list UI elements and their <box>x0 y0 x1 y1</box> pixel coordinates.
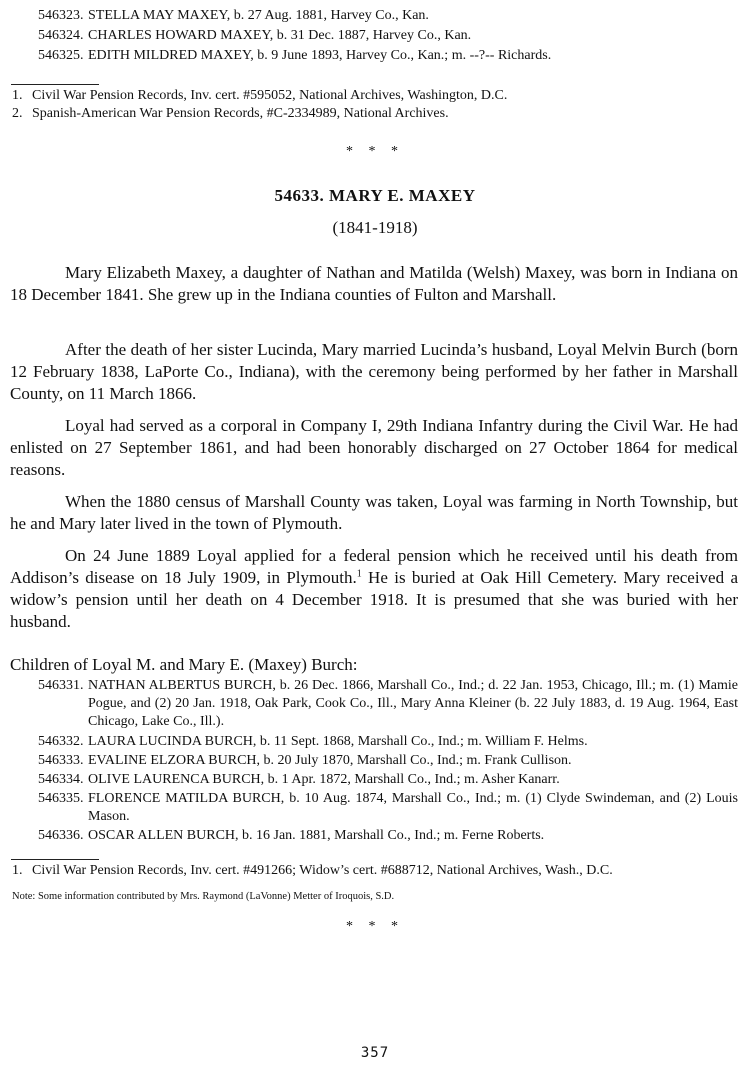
entry-text: FLORENCE MATILDA BURCH, b. 10 Aug. 1874, Marshall Co., Ind.; m. (1) Clyde Swindeman, and (2) Louis Mason. <box>88 791 738 824</box>
footnote-number: 2. <box>12 106 23 121</box>
paragraph-text: He is buried at Oak Hill Cemetery. Mary received a widow’s pension until her death on 4 December 1918. It is presumed that she was buried with her husband. <box>10 568 739 631</box>
section-separator: * * * <box>346 919 404 934</box>
entry-text: EVALINE ELZORA BURCH, b. 20 July 1870, Marshall Co., Ind.; m. Frank Cullison. <box>88 753 572 768</box>
footnote-text: Civil War Pension Records, Inv. cert. #491266; Widow’s cert. #688712, National Archives, Wash., D.C. <box>32 863 613 878</box>
section-title: 54633. MARY E. MAXEY <box>274 186 476 205</box>
entry-number: 546336. <box>38 828 84 843</box>
contributor-note: Note: Some information contributed by Mrs. Raymond (LaVonne) Metter of Iroquois, S.D. <box>12 891 395 902</box>
footnote <box>12 105 738 123</box>
footnote <box>12 87 738 105</box>
child-entry <box>38 733 738 751</box>
footnote-rule <box>11 84 99 85</box>
child-entry <box>38 790 738 826</box>
paragraph-text: On 24 June 1889 Loyal applied for a federal pension which he received until his death from Addison’s disease on 18 July 1909, in Plymouth. <box>10 546 738 587</box>
page-number: 357 <box>360 1045 390 1061</box>
footnote-rule <box>11 859 99 860</box>
child-entry <box>38 677 738 731</box>
children-heading: Children of Loyal M. and Mary E. (Maxey) Burch: <box>10 655 358 674</box>
footnote-text: Civil War Pension Records, Inv. cert. #595052, National Archives, Washington, D.C. <box>32 88 508 103</box>
entry-text: STELLA MAY MAXEY, b. 27 Aug. 1881, Harvey Co., Kan. <box>88 8 429 23</box>
entry-text: CHARLES HOWARD MAXEY, b. 31 Dec. 1887, Harvey Co., Kan. <box>88 28 472 43</box>
child-entry <box>38 771 738 789</box>
child-entry <box>38 752 738 770</box>
footnote-reference: 1 <box>356 568 362 580</box>
entry-text: NATHAN ALBERTUS BURCH, b. 26 Dec. 1866, Marshall Co., Ind.; d. 22 Jan. 1953, Chicago, Ill.; m. (1) Mamie Pogue, and (2) 20 Jan. 1918, Oak Park, Cook Co., Ill., Mary Anna Kleiner (b. 22 July 1883, d. 19 Aug. 1964, East Chicago, Lake Co., Ill.). <box>88 678 738 729</box>
footnote-number: 1. <box>12 863 23 878</box>
entry-number: 546331. <box>38 678 84 693</box>
entry-number: 546333. <box>38 753 84 768</box>
entry-number: 546324. <box>38 28 84 43</box>
child-entry <box>38 827 738 845</box>
entry-number: 546332. <box>38 734 84 749</box>
top-entry <box>38 47 738 65</box>
section-dates: (1841-1918) <box>332 218 418 237</box>
entry-text: OLIVE LAURENCA BURCH, b. 1 Apr. 1872, Marshall Co., Ind.; m. Asher Kanarr. <box>88 772 560 787</box>
entry-number: 546323. <box>38 8 84 23</box>
section-separator: * * * <box>346 144 404 159</box>
footnote <box>12 862 738 880</box>
top-entry <box>38 7 738 25</box>
body-paragraph: When the 1880 census of Marshall County was taken, Loyal was farming in North Township, but he and Mary later lived in the town of Plymouth. <box>10 492 738 533</box>
body-paragraph <box>10 545 738 633</box>
entry-text: EDITH MILDRED MAXEY, b. 9 June 1893, Harvey Co., Kan.; m. --?-- Richards. <box>88 48 552 63</box>
entry-number: 546335. <box>38 791 84 806</box>
entry-number: 546334. <box>38 772 84 787</box>
body-paragraph: Loyal had served as a corporal in Company I, 29th Indiana Infantry during the Civil War. He had enlisted on 27 September 1861, and had been honorably discharged on 27 October 1864 for medical reasons. <box>10 416 738 479</box>
entry-number: 546325. <box>38 48 84 63</box>
footnote-text: Spanish-American War Pension Records, #C-2334989, National Archives. <box>32 106 449 121</box>
footnote-number: 1. <box>12 88 23 103</box>
body-paragraph: After the death of her sister Lucinda, Mary married Lucinda’s husband, Loyal Melvin Burch (born 12 February 1838, LaPorte Co., Indiana), with the ceremony being performed by her father in Marshall County, on 11 March 1866. <box>10 340 738 403</box>
entry-text: OSCAR ALLEN BURCH, b. 16 Jan. 1881, Marshall Co., Ind.; m. Ferne Roberts. <box>88 828 545 843</box>
body-paragraph: Mary Elizabeth Maxey, a daughter of Nathan and Matilda (Welsh) Maxey, was born in Indiana on 18 December 1841. She grew up in the Indiana counties of Fulton and Marshall. <box>10 263 738 304</box>
entry-text: LAURA LUCINDA BURCH, b. 11 Sept. 1868, Marshall Co., Ind.; m. William F. Helms. <box>88 734 588 749</box>
top-entry <box>38 27 738 45</box>
